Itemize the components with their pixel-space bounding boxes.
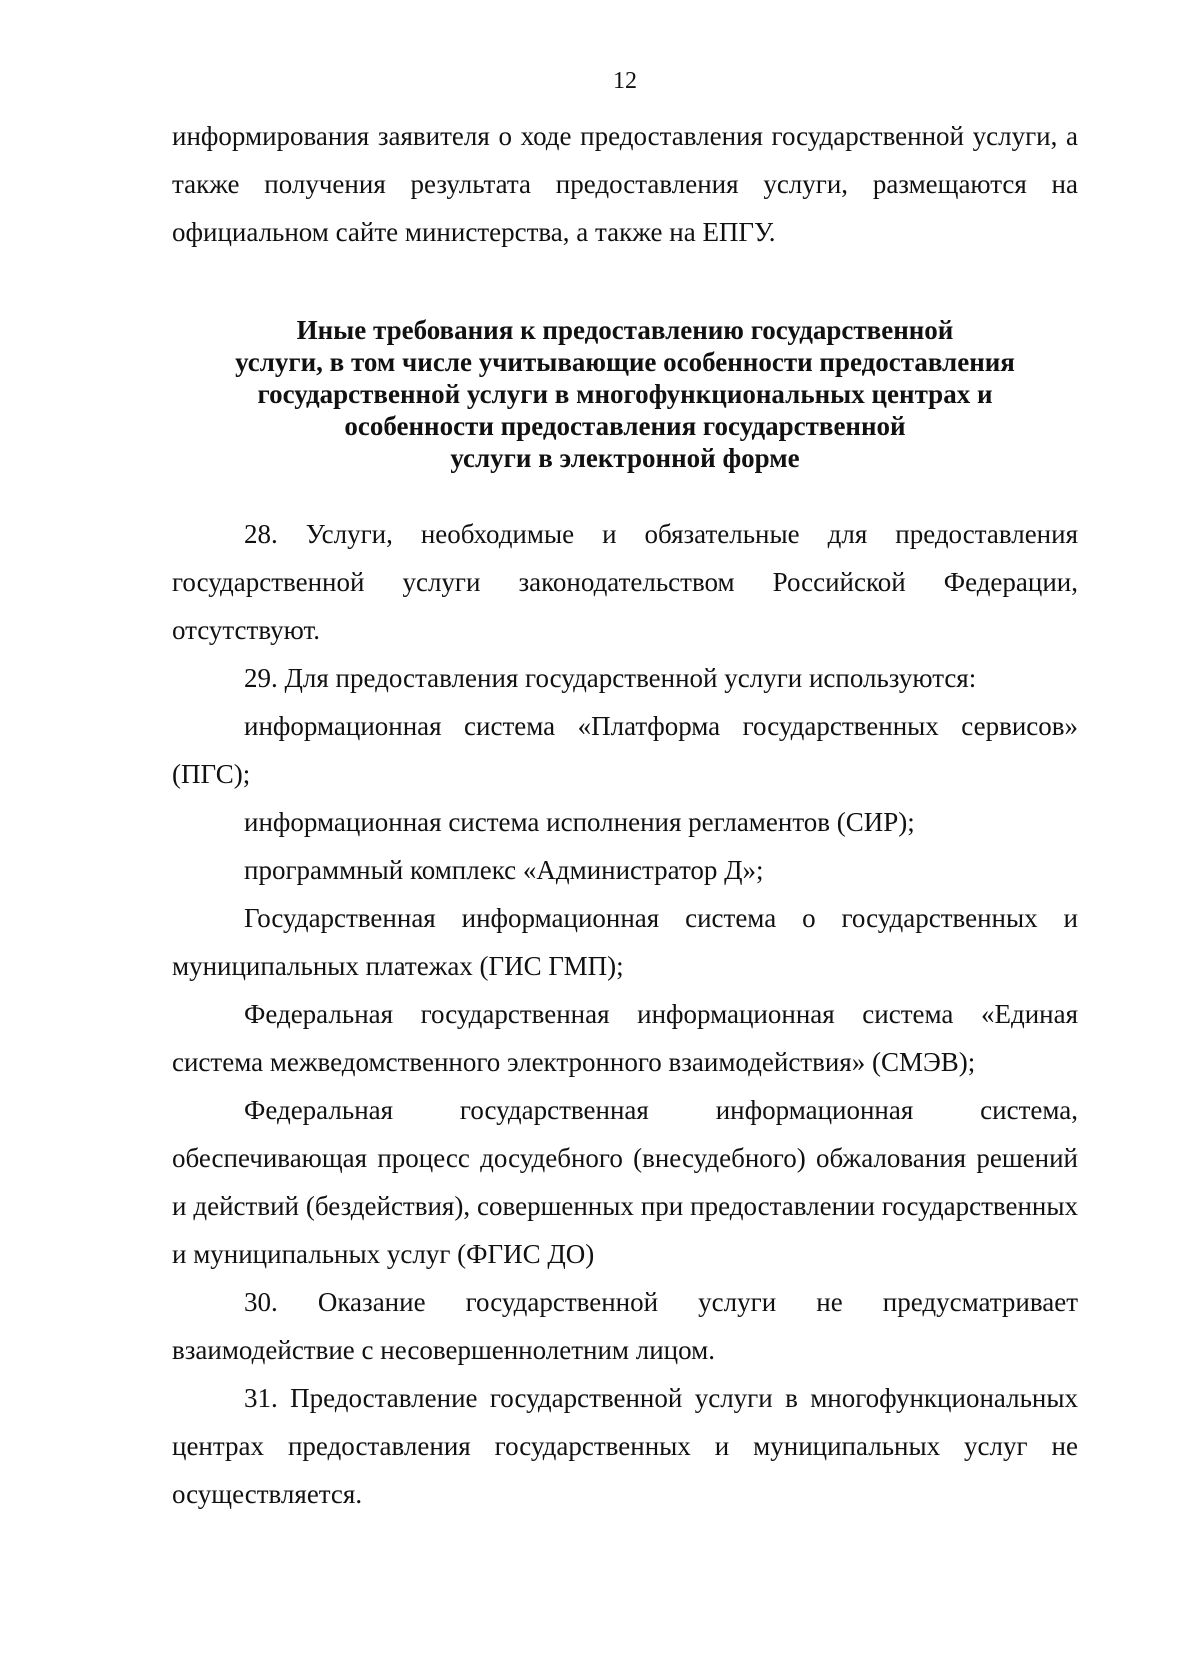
paragraph-29-item-4: Государственная информационная система о государственных и муниципальных платежах (ГИС ГМП); <box>172 903 1078 981</box>
heading-line-1: Иные требования к предоставлению государственной <box>296 315 954 345</box>
paragraph-29-item-1: информационная система «Платформа государственных сервисов» (ПГС); <box>172 711 1078 789</box>
paragraph-28: 28. Услуги, необходимые и обязательные для предоставления государственной услуги законодательством Российской Федерации, отсутствуют. <box>172 519 1078 645</box>
paragraph-29-item-6: Федеральная государственная информационная система, обеспечивающая процесс досудебного (внесудебного) обжалования решений и действий (бездействия), совершенных при предоставлении государственных и муниципальных услуг (ФГИС ДО) <box>172 1095 1078 1269</box>
intro-paragraph: информирования заявителя о ходе предоставления государственной услуги, а также получения результата предоставления услуги, размещаются на официальном сайте министерства, а также на ЕПГУ. <box>172 121 1078 247</box>
page-number: 12 <box>613 68 637 94</box>
heading-line-3: государственной услуги в многофункциональных центрах и <box>257 379 993 409</box>
paragraph-30: 30. Оказание государственной услуги не предусматривает взаимодействие с несовершеннолетним лицом. <box>172 1287 1078 1365</box>
paragraph-29: 29. Для предоставления государственной услуги используются: <box>244 663 977 693</box>
heading-line-2: услуги, в том числе учитывающие особенности предоставления <box>235 347 1015 377</box>
document-body <box>172 112 1078 1518</box>
paragraph-29-item-3: программный комплекс «Администратор Д»; <box>244 855 764 885</box>
paragraph-29-item-5: Федеральная государственная информационная система «Единая система межведомственного электронного взаимодействия» (СМЭВ); <box>172 999 1078 1077</box>
section-heading <box>172 314 1078 474</box>
paragraph-31: 31. Предоставление государственной услуги в многофункциональных центрах предоставления государственных и муниципальных услуг не осуществляется. <box>172 1383 1078 1509</box>
paragraph-29-item-2: информационная система исполнения регламентов (СИР); <box>244 807 915 837</box>
heading-line-4: особенности предоставления государственной <box>344 411 906 441</box>
heading-line-5: услуги в электронной форме <box>450 443 800 473</box>
